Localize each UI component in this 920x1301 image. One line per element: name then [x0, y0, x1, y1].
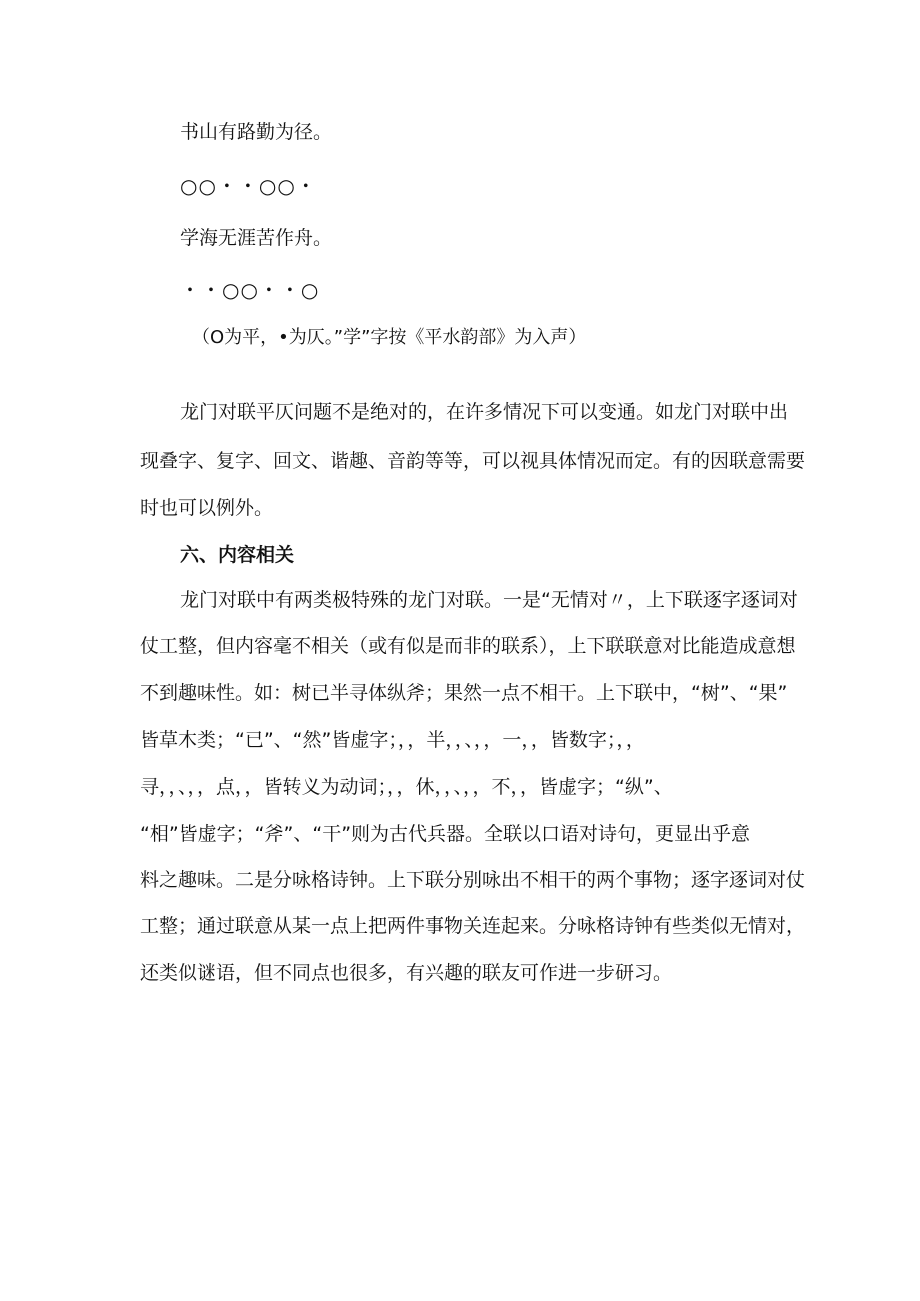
- paragraph-2-line: 仗工整，但内容毫不相关（或有似是而非的联系），上下联联意对比能造成意想: [140, 635, 796, 657]
- paragraph-1-line: 现叠字、复字、回文、谐趣、音韵等等，可以视具体情况而定。有的因联意需要: [140, 450, 806, 472]
- paragraph-2-line: 不到趣味性。如：树已半寻体纵斧；果然一点不相干。上下联中，“树”、“果”: [140, 682, 788, 704]
- paragraph-2-line: 寻，，、，，点，，皆转义为动词；，，休，，、，，不，，皆虚字；“纵”、: [140, 776, 673, 798]
- paragraph-2-line: 皆草木类；“已”、“然”皆虚字；，，半，，、，，一，，皆数字；，，: [140, 729, 645, 751]
- tone-pattern-1: ○○・・○○・: [180, 174, 317, 198]
- section-heading: 六、内容相关: [180, 544, 295, 566]
- paragraph-2-line: 料之趣味。二是分咏格诗钟。上下联分别咏出不相干的两个事物；逐字逐词对仗: [140, 869, 806, 891]
- paragraph-2-line: 工整；通过联意从某一点上把两件事物关连起来。分咏格诗钟有些类似无情对，: [140, 915, 806, 937]
- verse-line-2: 学海无涯苦作舟。: [180, 227, 333, 249]
- tone-note: （O为平，•为仄。”学”字按《平水韵部》为入声）: [192, 327, 587, 348]
- paragraph-2-line: 龙门对联中有两类极特殊的龙门对联。一是“无情对〃，上下联逐字逐词对: [180, 589, 798, 611]
- paragraph-1-line: 龙门对联平仄问题不是绝对的，在许多情况下可以变通。如龙门对联中出: [180, 401, 789, 423]
- paragraph-2-line: 还类似谜语，但不同点也很多，有兴趣的联友可作进一步研习。: [140, 962, 673, 984]
- tone-pattern-2: ・・○○・・○: [180, 278, 320, 302]
- paragraph-1-line: 时也可以例外。: [140, 497, 274, 519]
- verse-line-1: 书山有路勤为径。: [180, 121, 333, 143]
- paragraph-2-line: “相”皆虚字；“斧”、“干”则为古代兵器。全联以口语对诗句，更显出乎意: [140, 823, 751, 845]
